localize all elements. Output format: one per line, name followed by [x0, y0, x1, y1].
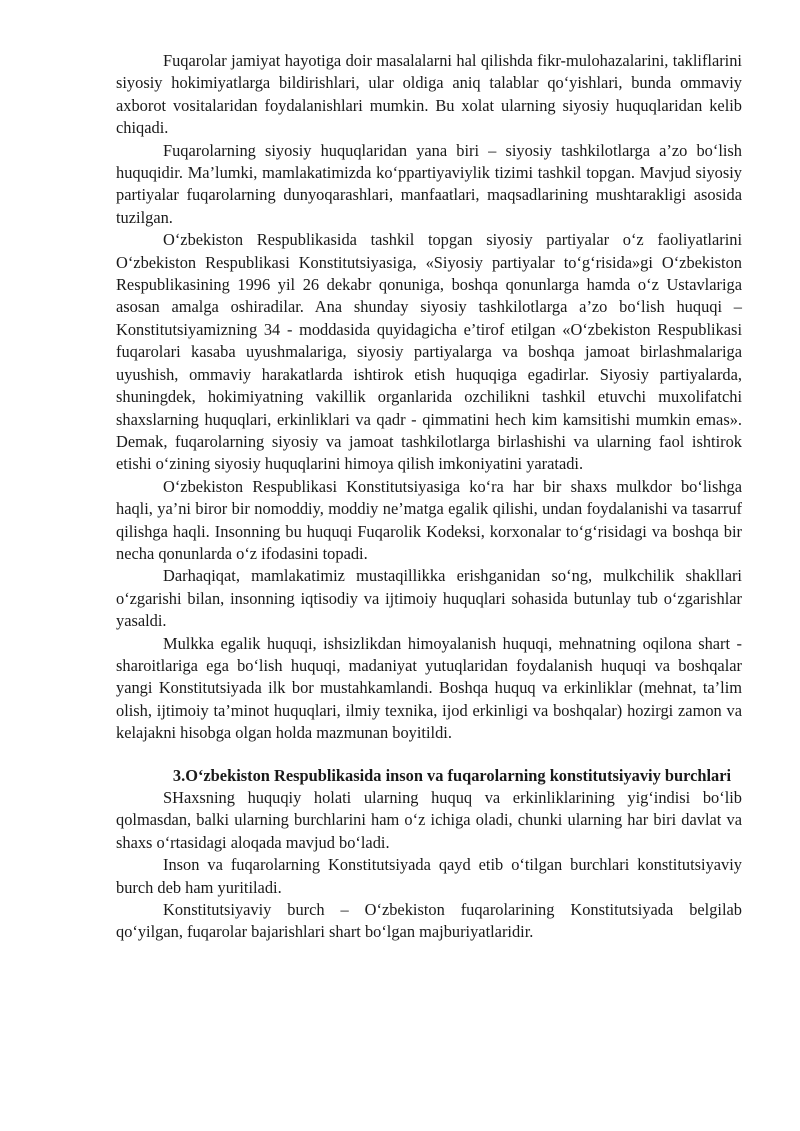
section-heading: 3.O‘zbekiston Respublikasida inson va fuqarolarning konstitutsiyaviy burchlari [172, 765, 732, 785]
paragraph-citizen-opinions: Fuqarolar jamiyat hayotiga doir masalalarni hal qilishda fikr-mulohazalarini, takliflarini siyosiy hokimiyatlarga bildirishlari, ular oldiga aniq talablar qo‘yishlari, bunda ommaviy axborot vositalaridan foydalanishlari mumkin. Bu xolat ularning siyosiy huquqlaridan kelib chiqadi. [116, 51, 742, 138]
paragraph-duty-definition: Konstitutsiyaviy burch – O‘zbekiston fuqarolarining Konstitutsiyada belgilab qo‘yilgan, fuqarolar bajarishlari shart bo‘lgan majburiyatlaridir. [116, 900, 742, 942]
paragraph-property-right: O‘zbekiston Respublikasi Konstitutsiyasiga ko‘ra har bir shaxs mulkdor bo‘lishga haqli, ya’ni biror bir nomoddiy, moddiy ne’matga egalik qilishi, undan foydalanishi va tasarruf qilishga haqli. Insonning bu huquqi Fuqarolik Kodeksi, korxonalar to‘g‘risidagi va boshqa bir necha qonunlarda o‘z ifodasini topadi. [116, 476, 742, 563]
paragraph-new-rights: Mulkka egalik huquqi, ishsizlikdan himoyalanish huquqi, mehnatning oqilona shart - sharoitlariga ega bo‘lish huquqi, madaniyat yutuqlaridan foydalanish huquqi va boshqalar yangi Konstitutsiyada ilk bor mustahkamlandi. Boshqa huquq va erkinliklar (mehnat, ta’lim olish, ijtimoiy ta’minot huquqlari, ilmiy texnika, ijod erkinligi va boshqalar) hozirgi zamon va kelajakni hisobga olgan holda mazmunan boyitildi. [116, 633, 742, 743]
paragraph-political-parties-law: O‘zbekiston Respublikasida tashkil topgan siyosiy partiyalar o‘z faoliyatlarini O‘zbekiston Respublikasi Konstitutsiyasiga, «Siyosiy partiyalar to‘g‘risida»gi O‘zbekiston Respublikasining 1996 yil 26 dekabr qonuniga, boshqa qonunlarga hamda o‘z Ustavlariga asosan amalga oshiradilar. Ana shunday siyosiy tashkilotlarga a’zo bo‘lish huquqi – Konstitutsiyamizning 34 - moddasida quyidagicha e’tirof etilgan «O‘zbekiston Respublikasi fuqarolari kasaba uyushmalariga, siyosiy partiyalarga va boshqa jamoat birlashmalariga uyushish, ommaviy harakatlarda ishtirok etish huquqiga egadirlar. Siyosiy partiyalarda, shuningdek, hokimiyatning vakillik organlarida ozchilikni tashkil etuvchi muxolifatchi shaxslarning huquqlari, erkinliklari va qadr - qimmatini hech kim kamsitishi mumkin emas». Demak, fuqarolarning siyosiy va jamoat tashkilotlarga birlashishi va ularning faol ishtirok etishi o‘zining siyosiy huquqlarini himoya qilish imkoniyatini yaratadi. [116, 230, 742, 474]
paragraph-legal-status: SHaxsning huquqiy holati ularning huquq va erkinliklarining yig‘indisi bo‘lib qolmasdan, balki ularning burchlarini ham o‘z ichiga oladi, chunki ularning har biri davlat va shaxs o‘rtasidagi aloqada mavjud bo‘ladi. [116, 788, 742, 852]
paragraph-political-organizations: Fuqarolarning siyosiy huquqlaridan yana biri – siyosiy tashkilotlarga a’zo bo‘lish huquqidir. Ma’lumki, mamlakatimizda ko‘ppartiyaviylik tizimi tashkil topgan. Mavjud siyosiy partiyalar fuqarolarning dunyoqarashlari, manfaatlari, maqsadlarining mushtarakligi asosida tuzilgan. [116, 140, 742, 227]
document-page [116, 50, 742, 944]
paragraph-constitutional-duties: Inson va fuqarolarning Konstitutsiyada qayd etib o‘tilgan burchlari konstitutsiyaviy burch deb ham yuritiladi. [116, 855, 742, 897]
paragraph-economic-changes: Darhaqiqat, mamlakatimiz mustaqillikka erishganidan so‘ng, mulkchilik shakllari o‘zgarishi bilan, insonning iqtisodiy va ijtimoiy huquqlari sohasida butunlay tub o‘zgarishlar yasaldi. [116, 566, 742, 631]
